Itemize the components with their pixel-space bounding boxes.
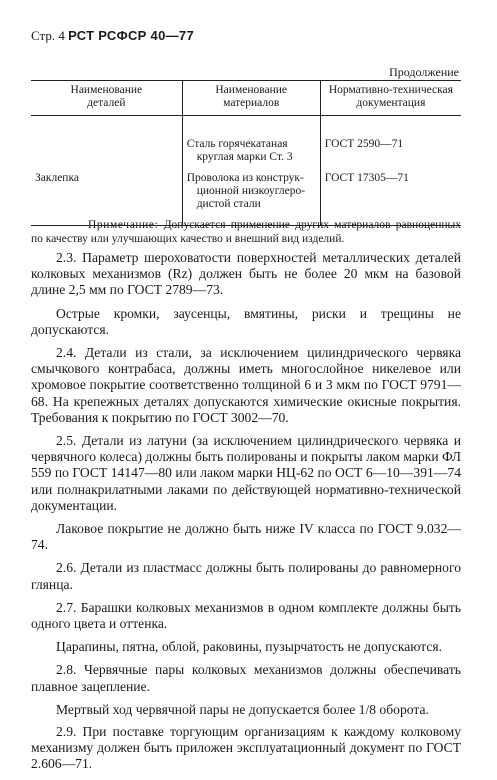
paragraph: Лаковое покрытие не должно быть ниже IV класса по ГОСТ 9.032—74. bbox=[31, 521, 461, 553]
table-cell-doc: ГОСТ 17305—71 bbox=[320, 164, 461, 211]
paragraph: Царапины, пятна, облой, раковины, пузырчатость не допускаются. bbox=[56, 639, 443, 655]
table-header-row bbox=[31, 81, 461, 116]
document-body bbox=[31, 250, 461, 780]
continuation-label: Продолжение bbox=[389, 65, 459, 79]
paragraph-2-3: 2.3. Параметр шероховатости поверхностей металлических деталей колковых механизмов (Rz) должен быть не более 20 мкм на базовой длине 2,5 мм по ГОСТ 2789—73. bbox=[31, 250, 461, 298]
table-note bbox=[31, 218, 461, 246]
page-number: Стр. 4 bbox=[31, 28, 65, 43]
paragraph-2-8: 2.8. Червячные пары колковых механизмов должны обеспечивать плавное зацепление. bbox=[31, 662, 461, 694]
column-header-parts: Наименование деталей bbox=[31, 81, 182, 116]
paragraph-2-9: 2.9. При поставке торгующим организациям к каждому колковому механизму должен быть приложен эксплуатационный документ по ГОСТ 2.606—71. bbox=[31, 724, 461, 772]
paragraph-2-4: 2.4. Детали из стали, за исключением цилиндрического червяка смычкового контрабаса, должны иметь многослойное никелевое или хромовое покрытие соответственно толщиной 6 и 3 мкм по ГОСТ 9791—68. На крепежных деталях допускаются химические окисные покрытия. Требования к покрытию по ГОСТ 3002—70. bbox=[31, 345, 461, 425]
table-cell-material: Сталь горячекатаная круглая марки Ст. 3 bbox=[182, 138, 320, 164]
table-cell-doc: ГОСТ 2590—71 bbox=[320, 138, 461, 164]
table-row bbox=[31, 164, 461, 211]
paragraph: Острые кромки, заусенцы, вмятины, риски и трещины не допускаются. bbox=[31, 305, 461, 337]
paragraph-2-6: 2.6. Детали из пластмасс должны быть полированы до равномерного глянца. bbox=[31, 560, 461, 592]
paragraph-2-5: 2.5. Детали из латуни (за исключением цилиндрического червяка и червячного колеса) должны быть полированы и покрыты лаком марки ФЛ 559 по ГОСТ 14147—80 или лаком марки НЦ-62 по ОСТ 6—10—391—74 или полнакрилатными лаками по действующей нормативно-технической документации. bbox=[31, 433, 461, 513]
paragraph-2-7: 2.7. Барашки колковых механизмов в одном комплекте должны быть одного цвета и оттенка. bbox=[31, 599, 461, 632]
table-row bbox=[31, 138, 461, 164]
page-header bbox=[31, 28, 194, 44]
materials-table bbox=[31, 80, 461, 226]
note-label: Примечание: bbox=[88, 219, 159, 231]
standard-code: РСТ РСФСР 40—77 bbox=[68, 28, 194, 43]
column-header-documentation: Нормативно-техническая документация bbox=[320, 81, 461, 116]
column-header-materials: Наименование материалов bbox=[182, 81, 320, 116]
paragraph: Мертвый ход червячной пары не допускается более 1/8 оборота. bbox=[56, 701, 429, 717]
table-cell-part: Заклепка bbox=[35, 172, 79, 184]
note-text: Допускается применение других материалов равноценных по качеству или улучшающих качество и внешний вид изделий. bbox=[31, 219, 461, 245]
table-cell-material: Проволока из конструк- ционной низкоуглеро- дистой стали bbox=[182, 164, 320, 211]
table-cell-part bbox=[31, 138, 182, 164]
table-row bbox=[31, 116, 461, 139]
